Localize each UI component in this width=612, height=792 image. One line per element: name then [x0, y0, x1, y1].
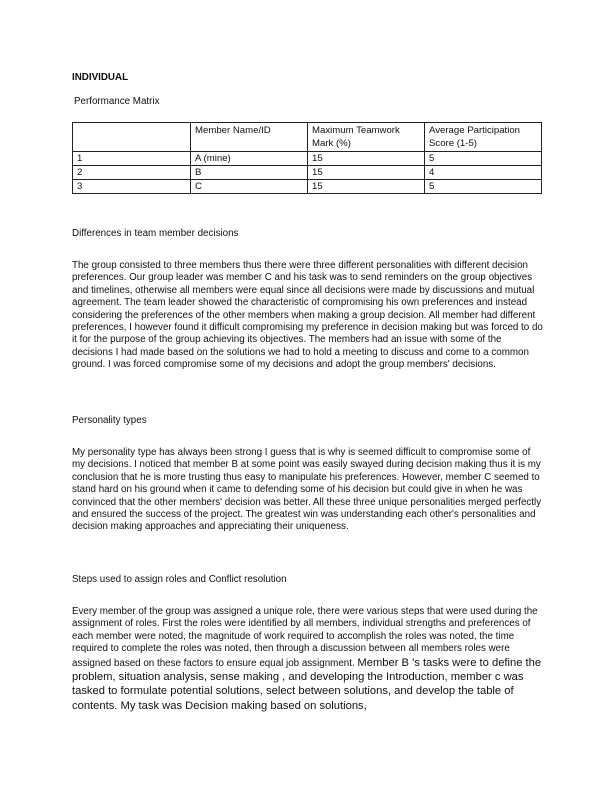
table-row	[73, 166, 542, 180]
table-cell: 5	[425, 152, 542, 166]
section-body-roles-continued: Member B 's tasks were to define the problem, situation analysis, sense making , and developing the Introduction, member c was tasked to formulate potential solutions, select between solutions, and develop the table of contents. My task was Decision making based on solutions,	[72, 656, 542, 712]
section-body-roles-main: Every member of the group was assigned a unique role, there were various steps that were used during the assignment of roles. First the roles were identified by all members, individual strengths and preferences of each member were noted, the magnitude of work required to accomplish the roles was noted, the time required to complete the roles was noted, then through a discussion between all members roles were assigned based on these factors to ensure equal job assignment.	[72, 606, 538, 669]
table-cell: 2	[73, 166, 191, 180]
table-cell: 3	[73, 180, 191, 194]
table-cell: C	[191, 180, 308, 194]
document-heading: INDIVIDUAL	[72, 72, 129, 83]
table-cell: 4	[425, 166, 542, 180]
table-cell: 15	[308, 180, 425, 194]
section-body-personality: My personality type has always been strong I guess that is why is seemed difficult to compromise some of my decisions. I noticed that member B at some point was easily swayed during decision making thus it is my conclusion that he is more trusting thus easy to manipulate his preferences. However, member C seemed to stand hard on his ground when it came to defending some of his decision but could give in when he was convinced that the other members' decision was better. All these three unique personalities merged perfectly and ensured the success of the project. The greatest win was understanding each other's personalities and decision making approaches and appreciating their uniqueness.	[72, 447, 542, 533]
table-row	[73, 152, 542, 166]
table-header-row	[73, 123, 542, 152]
section-title-roles: Steps used to assign roles and Conflict resolution	[72, 574, 287, 585]
performance-matrix-table	[72, 122, 542, 194]
table-cell: 1	[73, 152, 191, 166]
section-body-differences: The group consisted to three members thus there were three different personalities with different decision preferences. Our group leader was member C and his task was to send reminders on the group objectives and timelines, otherwise all members were equal since all decisions were made by discussions and mutual agreement. The team leader showed the characteristic of compromising his own preferences and instead considering the preferences of the other members when making a group decision. All member had different preferences, I however found it difficult compromising my preference in decision making but was forced to do it for the purpose of the group achieving its objectives. The members had an issue with some of the decisions I had made based on the solutions we had to hold a meeting to discuss and come to a common ground. I was forced compromise some of my decisions and adopt the group members' decisions.	[72, 260, 543, 371]
table-cell: 5	[425, 180, 542, 194]
table-row	[73, 180, 542, 194]
table-cell: A (mine)	[191, 152, 308, 166]
header-cell-max-mark: Maximum Teamwork Mark (%)	[308, 123, 425, 152]
section-title-differences: Differences in team member decisions	[72, 228, 239, 239]
section-title-personality: Personality types	[72, 415, 147, 426]
matrix-title: Performance Matrix	[74, 96, 160, 107]
table-cell: B	[191, 166, 308, 180]
header-cell-member: Member Name/ID	[191, 123, 308, 152]
header-cell-index	[73, 123, 191, 152]
section-body-roles	[72, 606, 544, 713]
header-cell-avg-score: Average Participation Score (1-5)	[425, 123, 542, 152]
table-cell: 15	[308, 166, 425, 180]
table-cell: 15	[308, 152, 425, 166]
